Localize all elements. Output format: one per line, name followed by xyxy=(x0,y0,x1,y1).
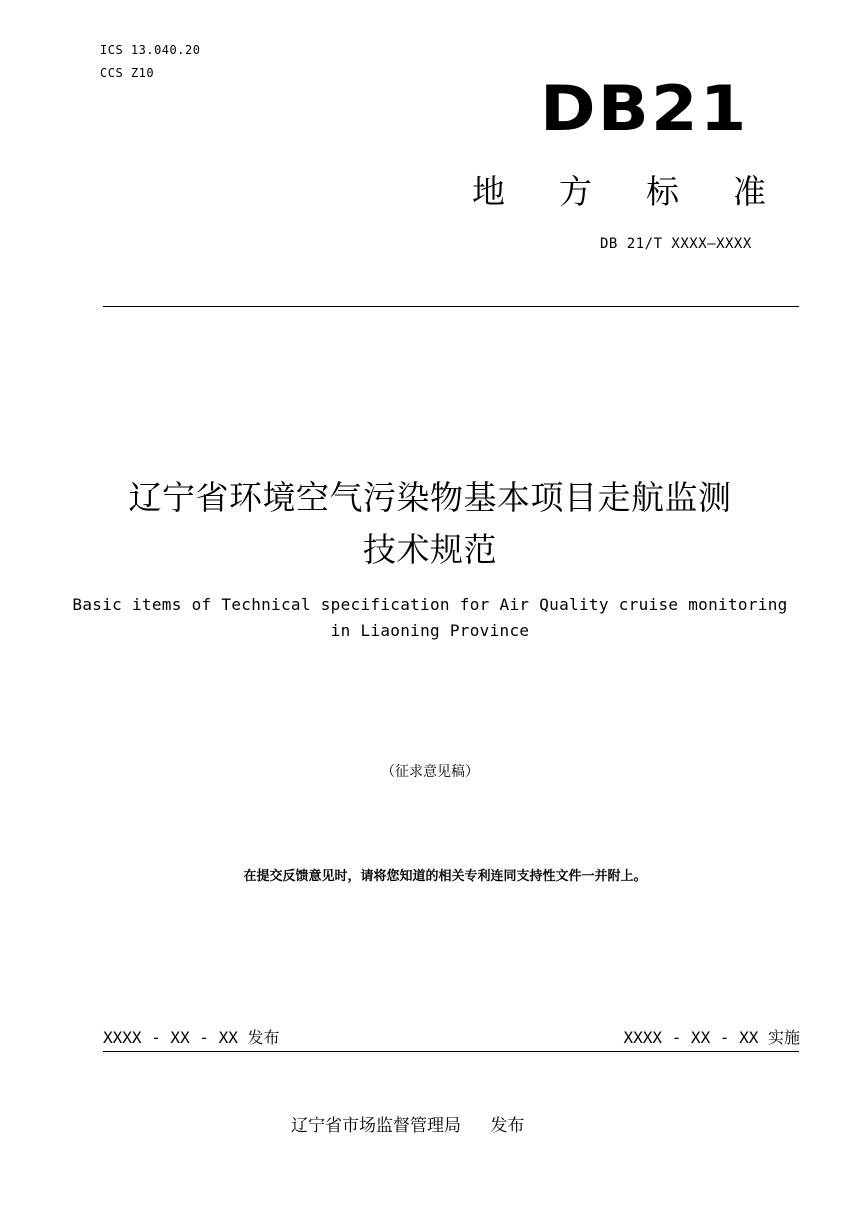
title-english-line-2: in Liaoning Province xyxy=(330,621,530,640)
issue-date: XXXX - XX - XX 发布 xyxy=(103,1028,280,1047)
db-logo-mark: DB21 xyxy=(540,72,749,145)
patent-notice: 在提交反馈意见时，请将您知道的相关专利连同支持性文件一并附上。 xyxy=(243,869,647,884)
ccs-code: CCS Z10 xyxy=(100,66,155,80)
publisher: 辽宁省市场监督管理局 发布 xyxy=(291,1116,525,1136)
top-divider xyxy=(103,306,799,307)
ics-code: ICS 13.040.20 xyxy=(100,43,201,57)
implementation-date: XXXX - XX - XX 实施 xyxy=(623,1028,800,1047)
title-chinese-line-2: 技术规范 xyxy=(363,530,497,569)
title-chinese-line-1: 辽宁省环境空气污染物基本项目走航监测 xyxy=(128,478,732,517)
draft-status-label: （征求意见稿） xyxy=(381,764,479,780)
standard-number: DB 21/T XXXX—XXXX xyxy=(600,236,752,252)
standard-type: 地方标准 xyxy=(472,172,820,211)
bottom-divider xyxy=(103,1051,799,1052)
title-english-line-1: Basic items of Technical specification for Air Quality cruise monitoring xyxy=(72,595,788,614)
